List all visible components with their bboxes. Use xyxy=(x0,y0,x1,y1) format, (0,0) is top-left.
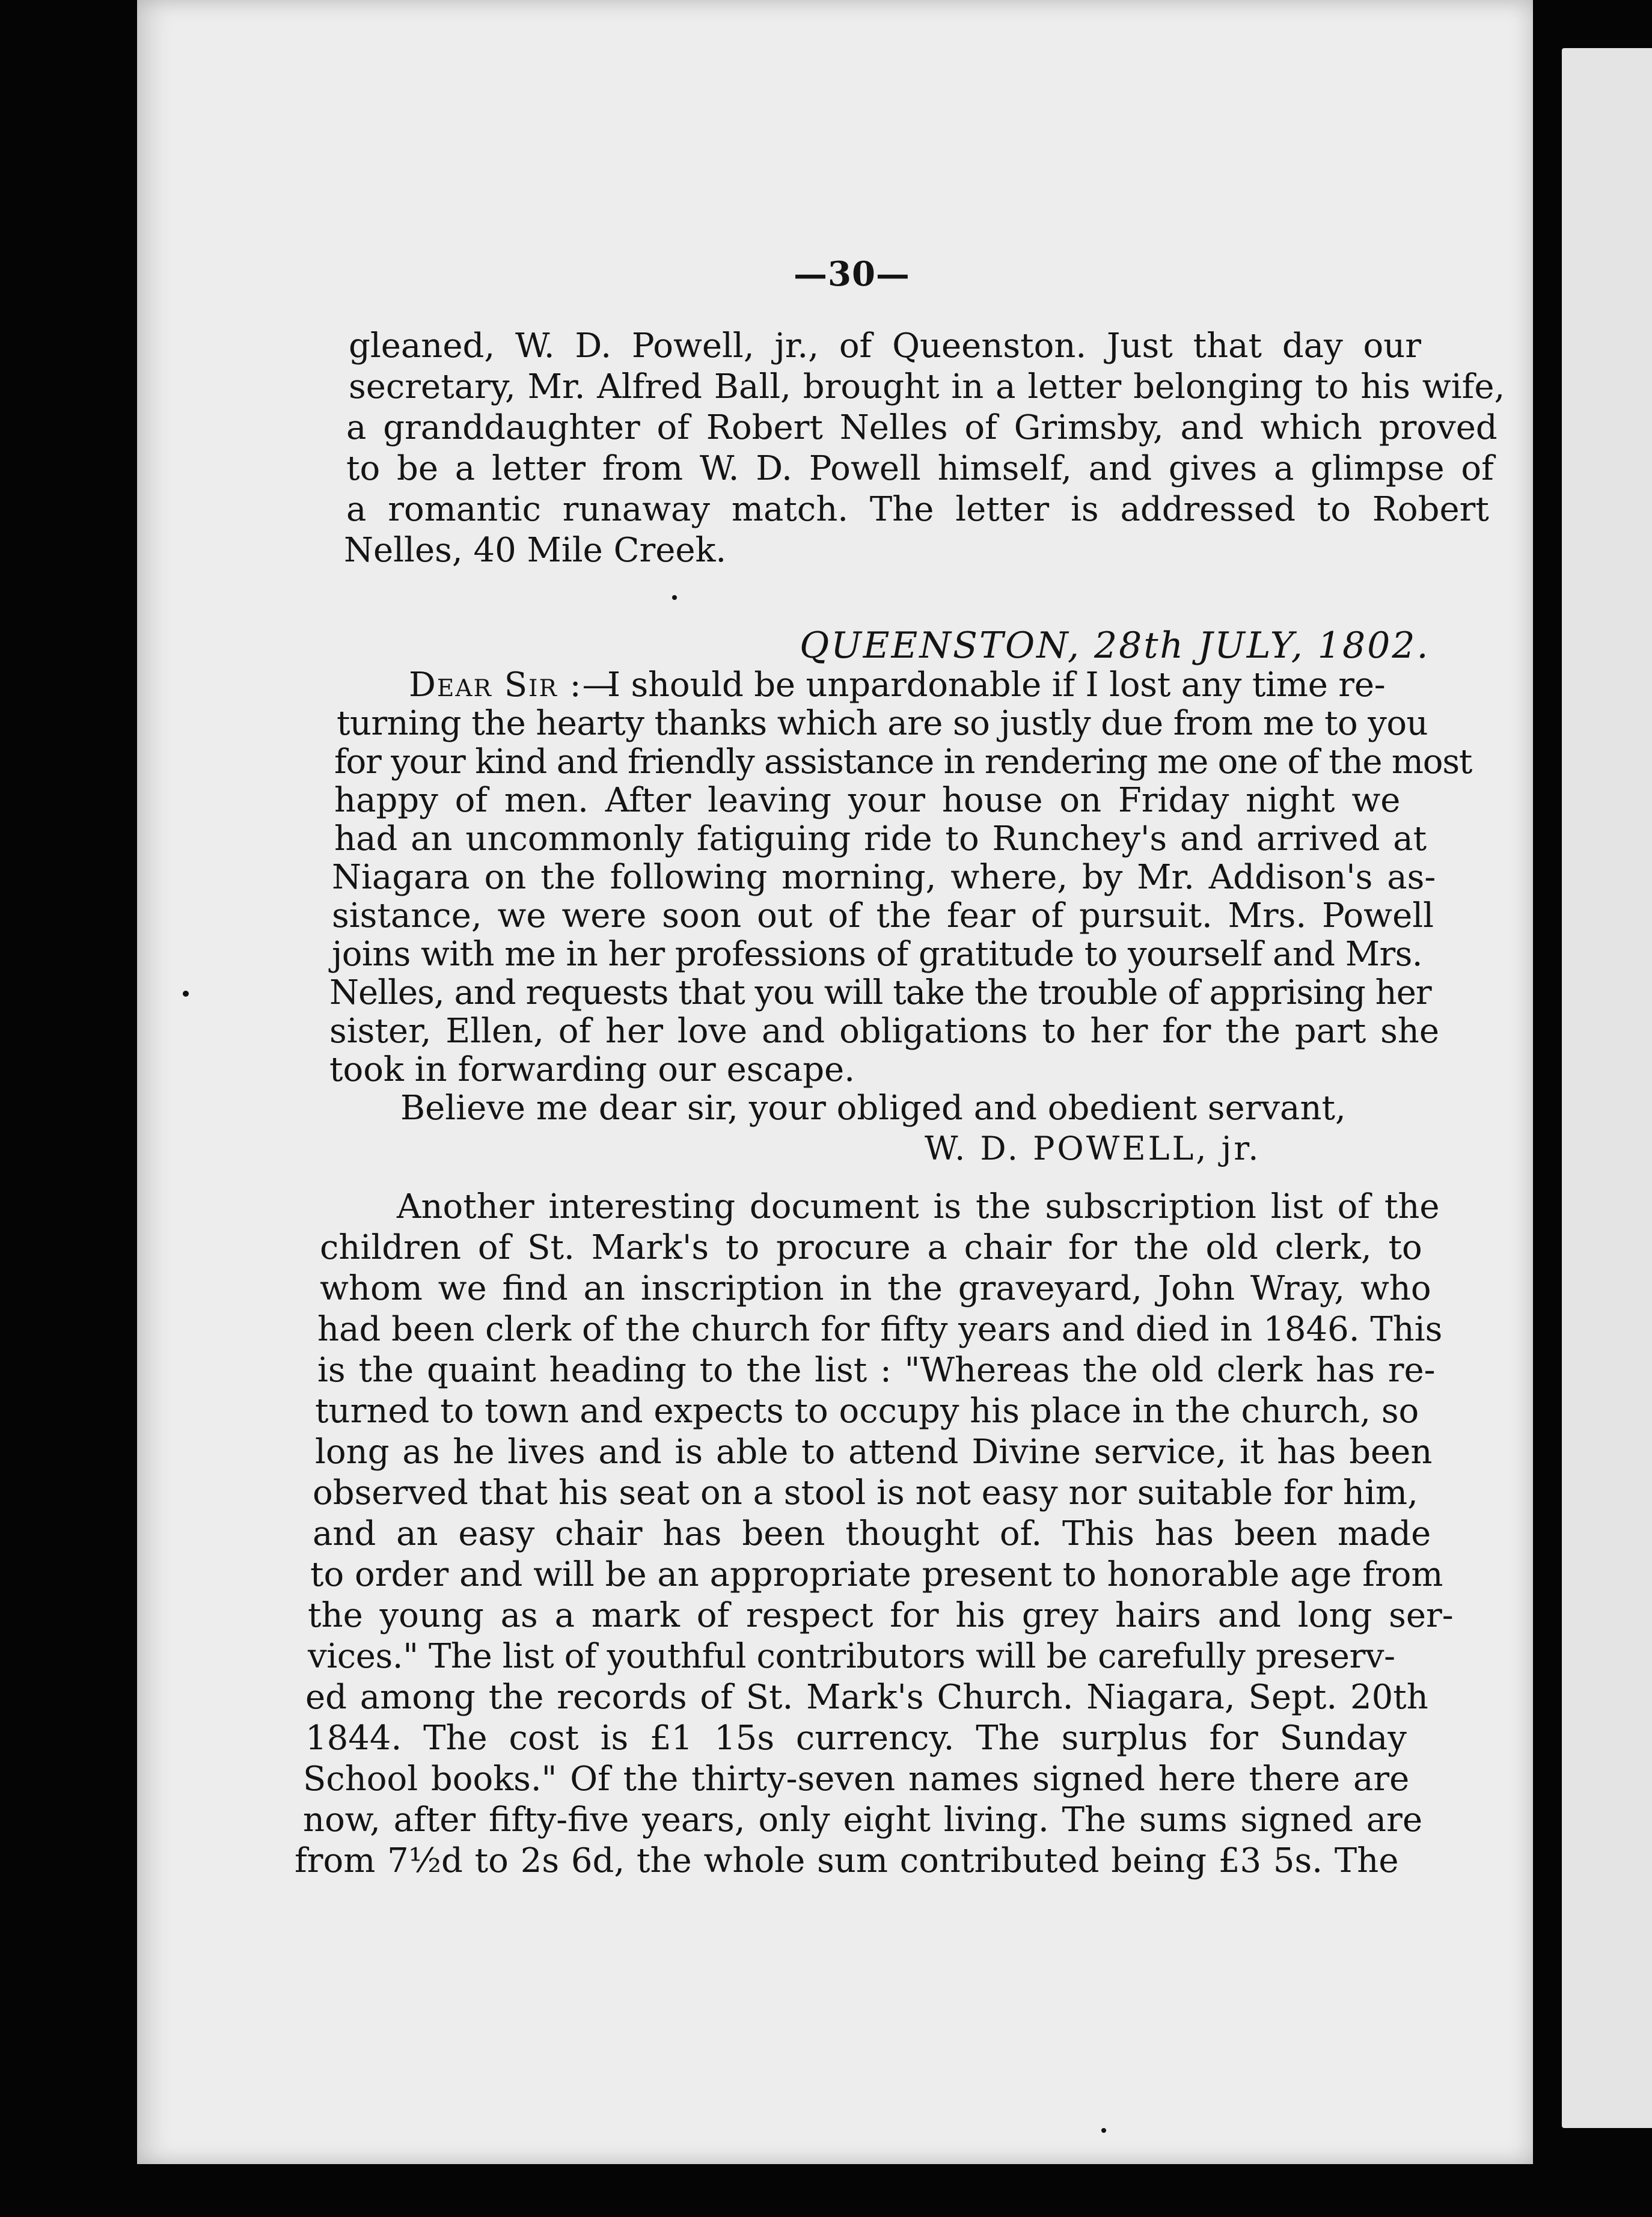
letter-line: for your kind and friendly assistance in rendering me one of the most xyxy=(334,742,1472,781)
body-line: from 7½d to 2s 6d, the whole sum contributed being £3 5s. The xyxy=(295,1841,1399,1880)
letter-closing: Believe me dear sir, your obliged and obedient servant, xyxy=(400,1089,1346,1128)
body-line: 1844. The cost is £1 15s currency. The surplus for Sunday xyxy=(305,1719,1407,1758)
letter-line: joins with me in her professions of gratitude to yourself and Mrs. xyxy=(332,935,1423,974)
scan-speck xyxy=(672,595,677,600)
body-line: is the quaint heading to the list : "Whereas the old clerk has re- xyxy=(317,1351,1436,1390)
intro-line: a romantic runaway match. The letter is addressed to Robert xyxy=(346,490,1489,529)
scan-speck xyxy=(1101,2128,1106,2133)
letter-salutation: Dear Sir :— xyxy=(409,665,617,705)
letter-line: had an uncommonly fatiguing ride to Runchey's and arrived at xyxy=(334,819,1427,858)
body-line: now, after fifty-five years, only eight living. The sums signed are xyxy=(303,1800,1423,1839)
letter-line: took in forwarding our escape. xyxy=(329,1050,855,1089)
letter-dateline: QUEENSTON, 28th JULY, 1802. xyxy=(800,625,1430,667)
letter-line: happy of men. After leaving your house on Friday night we xyxy=(334,781,1401,820)
body-line: and an easy chair has been thought of. This has been made xyxy=(313,1514,1431,1553)
intro-line: a granddaughter of Robert Nelles of Grimsby, and which proved xyxy=(346,408,1498,447)
page-number: —30— xyxy=(794,254,910,294)
intro-line: to be a letter from W. D. Powell himself, and gives a glimpse of xyxy=(346,449,1494,488)
intro-line: gleaned, W. D. Powell, jr., of Queenston. Just that day our xyxy=(349,326,1422,365)
body-line: Another interesting document is the subscription list of the xyxy=(397,1187,1440,1226)
body-line: children of St. Mark's to procure a chair for the old clerk, to xyxy=(320,1228,1422,1267)
body-line: observed that his seat on a stool is not easy nor suitable for him, xyxy=(313,1473,1418,1512)
intro-line: Nelles, 40 Mile Creek. xyxy=(344,531,727,570)
letter-line: Niagara on the following morning, where, by Mr. Addison's as- xyxy=(332,858,1436,897)
body-line: turned to town and expects to occupy his place in the church, so xyxy=(315,1392,1419,1431)
intro-line: secretary, Mr. Alfred Ball, brought in a letter belonging to his wife, xyxy=(349,367,1505,406)
letter-line: sistance, we were soon out of the fear of pursuit. Mrs. Powell xyxy=(332,896,1434,935)
letter-line: turning the hearty thanks which are so justly due from me to you xyxy=(337,704,1428,743)
body-line: vices." The list of youthful contributors will be carefully preserv- xyxy=(308,1637,1395,1676)
body-line: the young as a mark of respect for his grey hairs and long ser- xyxy=(308,1596,1454,1635)
scan-speck xyxy=(183,991,189,997)
body-line: had been clerk of the church for fifty years and died in 1846. This xyxy=(317,1310,1443,1349)
body-line: to order and will be an appropriate present to honorable age from xyxy=(310,1555,1443,1594)
letter-line: sister, Ellen, of her love and obligations to her for the part she xyxy=(329,1012,1440,1051)
letter-line: I should be unpardonable if I lost any time re- xyxy=(607,665,1386,705)
body-line: School books." Of the thirty-seven names signed here there are xyxy=(303,1760,1410,1799)
letter-line: Nelles, and requests that you will take the trouble of apprising her xyxy=(329,973,1431,1012)
adjacent-page-edge xyxy=(1562,48,1652,2128)
body-line: ed among the records of St. Mark's Church. Niagara, Sept. 20th xyxy=(305,1678,1428,1717)
body-line: whom we find an inscription in the graveyard, John Wray, who xyxy=(320,1269,1431,1308)
letter-signature: W. D. POWELL, jr. xyxy=(925,1130,1261,1167)
body-line: long as he lives and is able to attend Divine service, it has been xyxy=(315,1433,1433,1472)
